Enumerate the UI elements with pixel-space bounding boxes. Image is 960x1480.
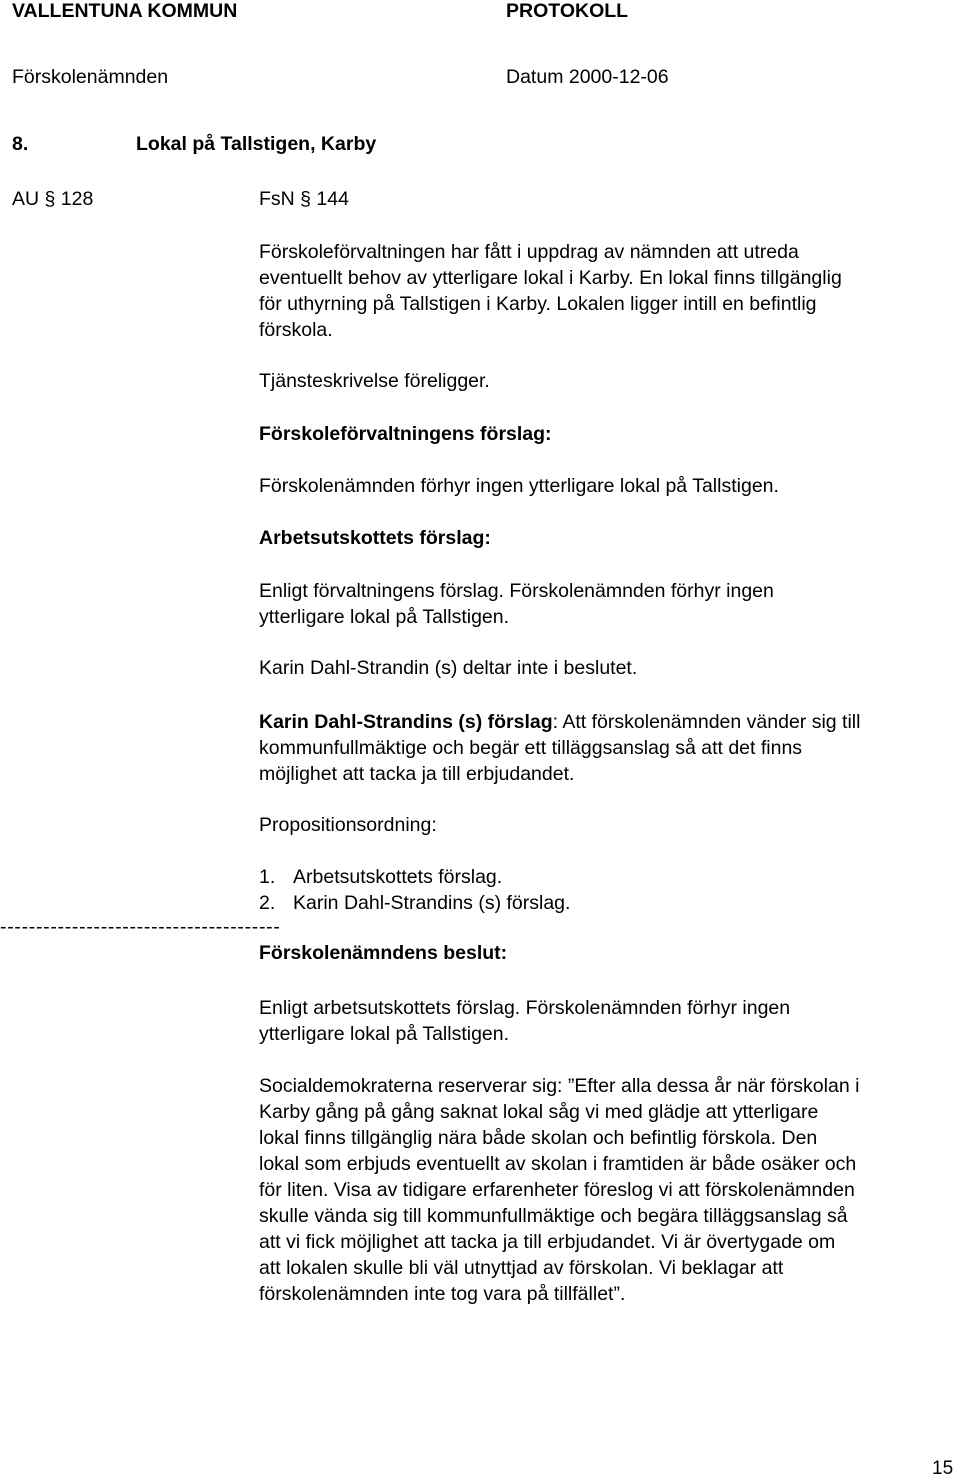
fsn-reference: FsN § 144	[259, 188, 349, 210]
forvaltning-proposal-heading: Förskoleförvaltningens förslag:	[259, 423, 552, 445]
karin-proposal-label: Karin Dahl-Strandins (s) förslag	[259, 711, 553, 733]
forvaltning-proposal-text: Förskolenämnden förhyr ingen ytterligare lokal på Tallstigen.	[259, 475, 779, 497]
proposition-item-text: Karin Dahl-Strandins (s) förslag.	[293, 892, 571, 914]
item-number: 8.	[12, 133, 29, 155]
intro-line: Förskoleförvaltningen har fått i uppdrag av nämnden att utreda	[259, 241, 799, 263]
karin-proposal-line: möjlighet att tacka ja till erbjudandet.	[259, 763, 575, 785]
reservation-line: Karby gång på gång saknat lokal såg vi med glädje att ytterligare	[259, 1101, 819, 1123]
karin-proposal-line: kommunfullmäktige och begär ett tilläggsanslag så att det finns	[259, 737, 803, 759]
reservation-line: lokal som erbjuds eventuellt av skolan i framtiden är både osäker och	[259, 1153, 857, 1175]
reservation-line: Socialdemokraterna reserverar sig: ”Efter alla dessa år när förskolan i	[259, 1075, 860, 1097]
decision-line: ytterligare lokal på Tallstigen.	[259, 1023, 510, 1045]
au-reference: AU § 128	[12, 188, 94, 210]
tjansteskrivelse-note: Tjänsteskrivelse föreligger.	[259, 370, 490, 392]
divider-dashes: ---------------------------------------	[0, 916, 281, 938]
committee-name: Förskolenämnden	[12, 66, 169, 88]
reservation-line: lokal finns tillgänglig nära både skolan och befintlig förskola. Den	[259, 1127, 818, 1149]
au-proposal-text	[259, 578, 959, 630]
document-type: PROTOKOLL	[506, 0, 629, 22]
reservation-line: skulle vända sig till kommunfullmäktige och begära tilläggsanslag så	[259, 1205, 848, 1227]
karin-proposal-line: : Att förskolenämnden vänder sig till	[552, 711, 861, 733]
reservation-line: att lokalen skulle bli väl utnyttjad av förskolan. Vi beklagar att	[259, 1257, 784, 1279]
reservation-line: för liten. Visa av tidigare erfarenheter föreslog vi att förskolenämnden	[259, 1179, 855, 1201]
proposition-item-number: 2.	[259, 892, 276, 914]
proposition-order-heading: Propositionsordning:	[259, 814, 437, 836]
decision-line: Enligt arbetsutskottets förslag. Förskolenämnden förhyr ingen	[259, 997, 791, 1019]
page-number: 15	[932, 1458, 954, 1479]
proposition-item-number: 1.	[259, 866, 276, 888]
au-proposal-heading: Arbetsutskottets förslag:	[259, 527, 491, 549]
reservation-line: att vi fick möjlighet att tacka ja till erbjudandet. Vi är övertygade om	[259, 1231, 836, 1253]
item-title: Lokal på Tallstigen, Karby	[136, 133, 377, 155]
reservation-paragraph	[259, 1073, 959, 1307]
meeting-date: Datum 2000-12-06	[506, 66, 669, 88]
au-proposal-line: Enligt förvaltningens förslag. Förskolenämnden förhyr ingen	[259, 580, 774, 602]
reservation-line: förskolenämnden inte tog vara på tillfället”.	[259, 1283, 626, 1305]
intro-line: förskola.	[259, 319, 333, 341]
intro-line: för uthyrning på Tallstigen i Karby. Lokalen ligger intill en befintlig	[259, 293, 817, 315]
karin-proposal	[259, 709, 959, 787]
municipality-name: VALLENTUNA KOMMUN	[12, 0, 238, 22]
intro-paragraph	[259, 239, 959, 343]
decision-heading: Förskolenämndens beslut:	[259, 942, 508, 964]
proposition-item-text: Arbetsutskottets förslag.	[293, 866, 503, 888]
karin-recusal-note: Karin Dahl-Strandin (s) deltar inte i beslutet.	[259, 657, 638, 679]
au-proposal-line: ytterligare lokal på Tallstigen.	[259, 606, 510, 628]
intro-line: eventuellt behov av ytterligare lokal i Karby. En lokal finns tillgänglig	[259, 267, 842, 289]
decision-text	[259, 995, 959, 1047]
